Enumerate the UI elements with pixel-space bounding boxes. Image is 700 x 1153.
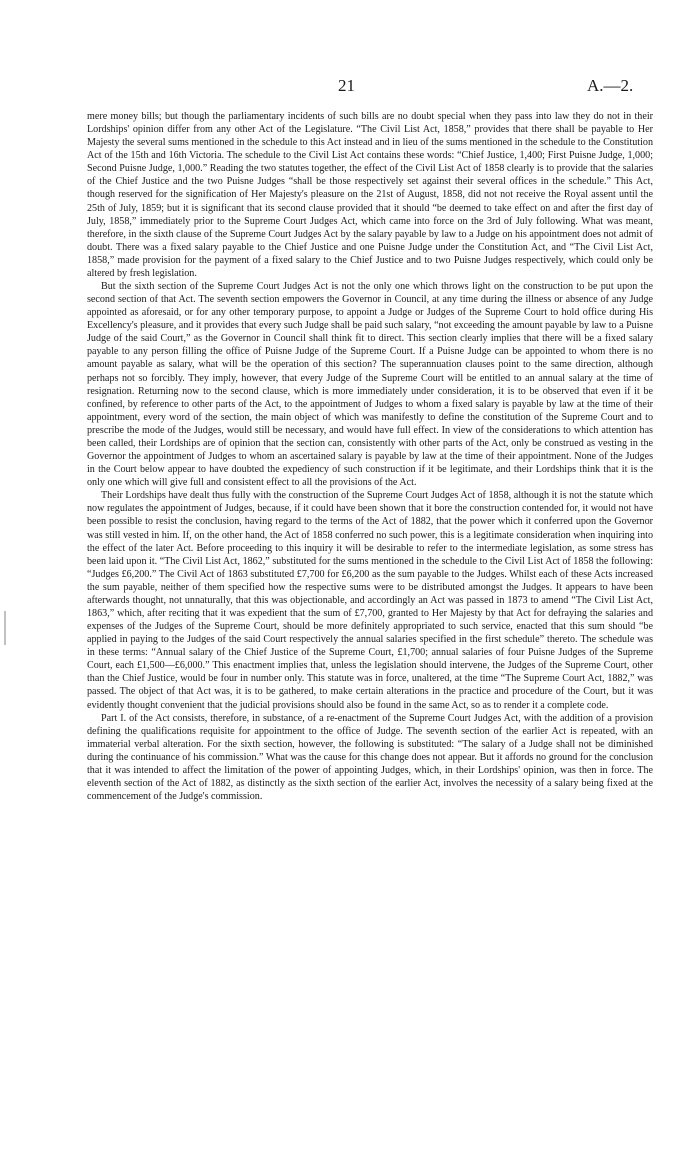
paragraph: Their Lordships have dealt thus fully with the construction of the Supreme Court Judges Act of 1858, although it is not the statute which now regulates the appointment of Judges, because, if it could have been shown that it bore the construction contended for, it would not have been possible to resist the conclusion, having regard to the terms of the Act of 1882, that the power which it conferred upon the Governor was still vested in him. If, on the other hand, the Act of 1858 conferred no such power, this is a legitimate consideration when inquiring into the effect of the later Act. Before proceeding to this inquiry it will be desirable to refer to the intermediate legislation, as some stress has been laid upon it. “The Civil List Act, 1862,” substituted for the sums mentioned in the schedule to the Civil List Act of 1858 the following: “Judges £6,200.” The Civil Act of 1863 substituted £7,700 for £6,200 as the sum payable to the Judges. Whilst each of these Acts increased the sum payable, neither of them specified how the respective sums were to be distributed amongst the Judges. It appears to have been afterwards thought, not unnaturally, that this was objectionable, and accordingly an Act was passed in 1873 to amend “The Civil List Act, 1863,” which, after reciting that it was expedient that the sum of £7,700, granted to Her Majesty by that Act for defraying the salaries and expenses of the Judges of the Supreme Court, should be more definitely appropriated to such service, enacted that this sum should “be applied in paying to the Judges of the said Court respectively the annual salaries specified in the first schedule” thereto. The schedule was in these terms: “Annual salary of the Chief Justice of the Supreme Court, £1,700; annual salaries of four Puisne Judges of the Supreme Court, each £1,500—£6,000.” This enactment implies that, unless the legislation should intervene, the Judges of the Supreme Court, other than the Chief Justice, would be four in number only. This statute was in force, unaltered, at the time “The Supreme Court Act, 1882,” was passed. The object of that Act was, it is to be gathered, to make certain alterations in the practice and procedure of the Court, but it was evidently thought convenient that the judicial provisions should also be found in the same Act, so as to render it a complete code. xyxy=(87,490,653,711)
paragraph: But the sixth section of the Supreme Court Judges Act is not the only one which throws light on the construction to be put upon the second section of that Act. The seventh section empowers the Governor in Council, at any time during the illness or absence of any Judge appointed as aforesaid, or for any other temporary purpose, to appoint a Judge or Judges of the Supreme Court to hold office during His Excellency's pleasure, and it provides that every such Judge shall be paid such salary, “not exceeding the amount payable by law to a Puisne Judge of the said Court,” as the Governor in Council shall think fit to direct. This section clearly implies that there will be a fixed salary payable to any person filling the office of Puisne Judge of the Supreme Court. If a Puisne Judge can be appointed to whom there is no amount payable as salary, what will be the operation of this section? The superannuation clauses point to the same direction, although perhaps not so forcibly. They imply, however, that every Judge of the Supreme Court will be entitled to an annual salary at the time of resignation. Returning now to the second clause, which is more immediately under consideration, it is to be observed that even if it be confined, by reference to other parts of the Act, to the appointment of Judges to whom a fixed salary is payable by law at the time of their appointment, every word of the section, the main object of which was manifestly to define the constitution of the Supreme Court and to prescribe the mode of the Judges, would still be necessary, and would have full effect. In view of the considerations to which attention has been called, their Lordships are of opinion that the section can, consistently with other parts of the Act, only be construed as vesting in the Governor the appointment of Judges to whom an ascertained salary is payable by law at the time of their appointment. None of the Judges in the Court below appear to have doubted the expediency of such construction if it be legitimate, and their Lordships think that it is the only one which will give full and consistent effect to all the provisions of the Act. xyxy=(87,281,653,489)
document-reference: A.—2. xyxy=(587,76,634,95)
page-number: 21 xyxy=(338,76,355,95)
paragraph: mere money bills; but though the parliamentary incidents of such bills are no doubt special when they pass into law they do not in their Lordships' opinion differ from any other Act of the Legislature. “The Civil List Act, 1858,” provides that there shall be payable to Her Majesty the several sums mentioned in the schedule to this Act instead and in lieu of the sums mentioned in the schedule to the Constitution Act of the 15th and 16th Victoria. The schedule to the Civil List Act contains these words: “Chief Justice, 1,400; First Puisne Judge, 1,000; Second Puisne Judge, 1,000.” Reading the two statutes together, the effect of the Civil List Act of 1858 clearly is to provide that the salaries of the Chief Justice and the two Puisne Judges “shall be those respectively set against their several offices in the schedule.” This Act, though reserved for the signification of Her Majesty's pleasure on the 21st of August, 1858, did not not receive the Royal assent until the 25th of July, 1859; but it is significant that its second clause provided that it should “be deemed to take effect on and after the first day of July, 1858,” immediately prior to the Supreme Court Judges Act, which came into force on the 3rd of July following. What was meant, therefore, in the sixth clause of the Supreme Court Judges Act by the salary payable by law to a Judge on his appointment does not admit of doubt. There was a fixed salary payable to the Chief Justice and one Puisne Judge under the Constitution Act, and “The Civil List Act, 1858,” made provision for the payment of a fixed salary to the Chief Justice and to two Puisne Judges respectively, which could only be altered by fresh legislation. xyxy=(87,111,653,279)
paragraph: Part I. of the Act consists, therefore, in substance, of a re-enactment of the Supreme Court Judges Act, with the addition of a provision defining the qualifications requisite for appointment to the office of Judge. The seventh section of the earlier Act is repeated, with an immaterial verbal alteration. For the sixth section, however, the following is substituted: “The salary of a Judge shall not be diminished during the continuance of his commission.” What was the cause for this change does not appear. But it affords no ground for the conclusion that it was intended to affect the limitation of the power of appointing Judges, which, in their Lordships' opinion, was then in force. The eleventh section of the Act of 1882, as distinctly as the sixth section of the earlier Act, involves the necessity of a salary being fixed at the commencement of the Judge's commission. xyxy=(87,712,653,803)
body-text xyxy=(87,110,653,803)
page-header xyxy=(0,76,700,98)
margin-mark xyxy=(4,611,6,645)
